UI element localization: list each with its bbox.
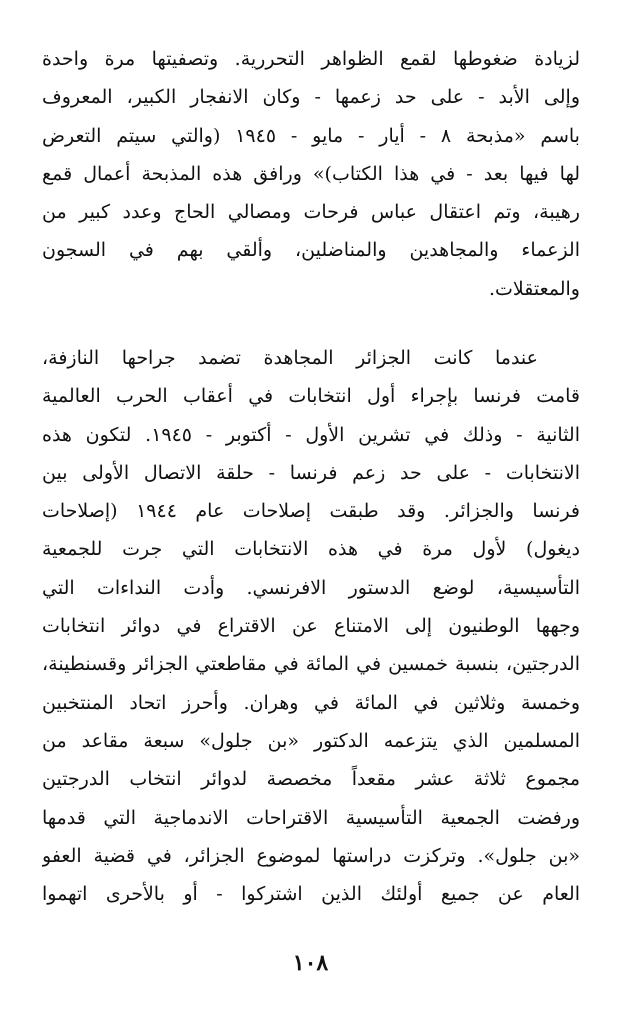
- text-line: العام عن جميع أولئك الذين اشتركوا - أو بالأحرى اتهموا: [42, 883, 580, 906]
- text-line: المسلمين الذي يتزعمه الدكتور «بن جلول» سبعة مقاعد من: [42, 729, 580, 752]
- text-line: الزعماء والمجاهدين والمناضلين، وألقي بهم في السجون: [42, 239, 580, 262]
- text-line: الدرجتين، بنسبة خمسين في المائة في مقاطعتي الجزائر وقسنطينة،: [42, 653, 580, 676]
- text-line: ديغول) لأول مرة في هذه الانتخابات التي جرت للجمعية: [42, 538, 580, 561]
- text-line: باسم «مذبحة ٨ - أيار - مايو - ١٩٤٥ (والتي سيتم التعرض: [42, 124, 580, 147]
- text-line: وخمسة وثلاثين في المائة في وهران. وأحرز اتحاد المنتخبين: [42, 691, 580, 714]
- paragraph-1: [42, 40, 580, 308]
- text-line: مجموع ثلاثة عشر مقعداً مخصصة لدوائر انتخاب الدرجتين: [42, 768, 580, 791]
- text-line: «بن جلول». وتركزت دراستها لموضوع الجزائر، في قضية العفو: [42, 844, 580, 867]
- text-line: التأسيسية، لوضع الدستور الافرنسي. وأدت النداءات التي: [42, 576, 580, 599]
- text-line: قامت فرنسا بإجراء أول انتخابات في أعقاب الحرب العالمية: [42, 385, 580, 408]
- text-line: والمعتقلات.: [488, 277, 580, 300]
- text-line: ورفضت الجمعية التأسيسية الاقتراحات الاندماجية التي قدمها: [42, 806, 580, 829]
- text-line: فرنسا والجزائر. وقد طبقت إصلاحات عام ١٩٤٤ (إصلاحات: [42, 500, 580, 523]
- paragraph-2: [42, 339, 580, 913]
- page-number: ١٠٨: [292, 950, 329, 976]
- text-line: وجهها الوطنيون إلى الامتناع عن الاقتراع في دوائر انتخابات: [42, 615, 580, 638]
- text-line: وإلى الأبد - على حد زعمها - وكان الانفجار الكبير، المعروف: [42, 86, 580, 109]
- text-line: لها فيها بعد - في هذا الكتاب)» ورافق هذه المذبحة أعمال قمع: [42, 162, 580, 185]
- text-line: الانتخابات - على حد زعم فرنسا - حلقة الاتصال الأولى بين: [42, 461, 580, 484]
- text-line: لزيادة ضغوطها لقمع الظواهر التحررية. وتصفيتها مرة واحدة: [42, 48, 580, 70]
- text-line: عندما كانت الجزائر المجاهدة تضمد جراحها النازفة،: [42, 347, 538, 369]
- text-line: الثانية - وذلك في تشرين الأول - أكتوبر - ١٩٤٥. لتكون هذه: [42, 423, 580, 446]
- text-line: رهيبة، وتم اعتقال عباس فرحات ومصالي الحاج وعدد كبير من: [42, 201, 580, 224]
